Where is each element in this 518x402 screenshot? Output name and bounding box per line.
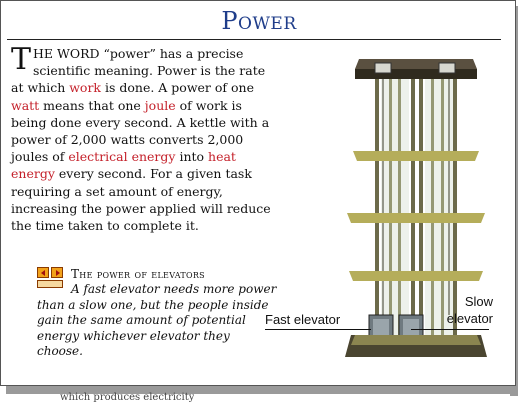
article-text-4: of work is being done every second. A kettle with a power of 2,000 watts converts 2,000 joules of bbox=[11, 97, 270, 165]
underlying-page-text: which produces electricity bbox=[60, 392, 195, 402]
shaft-post bbox=[419, 79, 423, 341]
callout-heading: The power of elevators bbox=[71, 267, 205, 281]
link-watt[interactable]: watt bbox=[11, 97, 40, 113]
right-motor-icon bbox=[439, 63, 455, 73]
drop-cap: T bbox=[11, 42, 32, 77]
fast-elevator-pointer bbox=[265, 329, 371, 330]
link-joule[interactable]: joule bbox=[144, 97, 176, 113]
link-heat-energy[interactable]: heat energy bbox=[11, 149, 236, 182]
article-text-2: is done. A power of one bbox=[101, 80, 254, 96]
article-text-3: means that one bbox=[39, 97, 145, 113]
article-text-5: into bbox=[175, 149, 209, 165]
page-title: Power bbox=[221, 7, 297, 35]
left-shaft-glass bbox=[381, 79, 409, 341]
slow-elevator-pointer bbox=[411, 329, 489, 330]
next-arrow-icon[interactable] bbox=[51, 267, 63, 278]
roof-top bbox=[355, 59, 477, 69]
base-top bbox=[351, 335, 481, 345]
article-body bbox=[11, 42, 273, 234]
link-electrical-energy[interactable]: electrical energy bbox=[68, 149, 176, 165]
article-text-6: every second. For a given task requiring a set amount of energy, increasing the power applied will reduce the time taken to complete it. bbox=[11, 166, 271, 234]
callout-text: A fast elevator needs more power than a slow one, but the people inside gain the same amount of potential energy whichever elevator they choose. bbox=[37, 282, 277, 358]
floor-slab bbox=[349, 271, 483, 281]
floor-slab bbox=[353, 151, 479, 161]
article-text-1: HE WORD “power” has a precise scientific meaning. Power is the rate at which bbox=[11, 46, 266, 96]
roof-front bbox=[355, 69, 477, 79]
fast-elevator-label: Fast elevator bbox=[265, 312, 341, 327]
previous-arrow-icon[interactable] bbox=[37, 267, 49, 278]
link-work[interactable]: work bbox=[69, 80, 102, 96]
floor-slab bbox=[347, 213, 485, 223]
slow-elevator-label: Slow elevator bbox=[446, 294, 493, 326]
shaft-post bbox=[411, 79, 415, 341]
left-motor-icon bbox=[375, 63, 391, 73]
title-divider bbox=[7, 39, 501, 40]
shaft-post bbox=[375, 79, 379, 341]
